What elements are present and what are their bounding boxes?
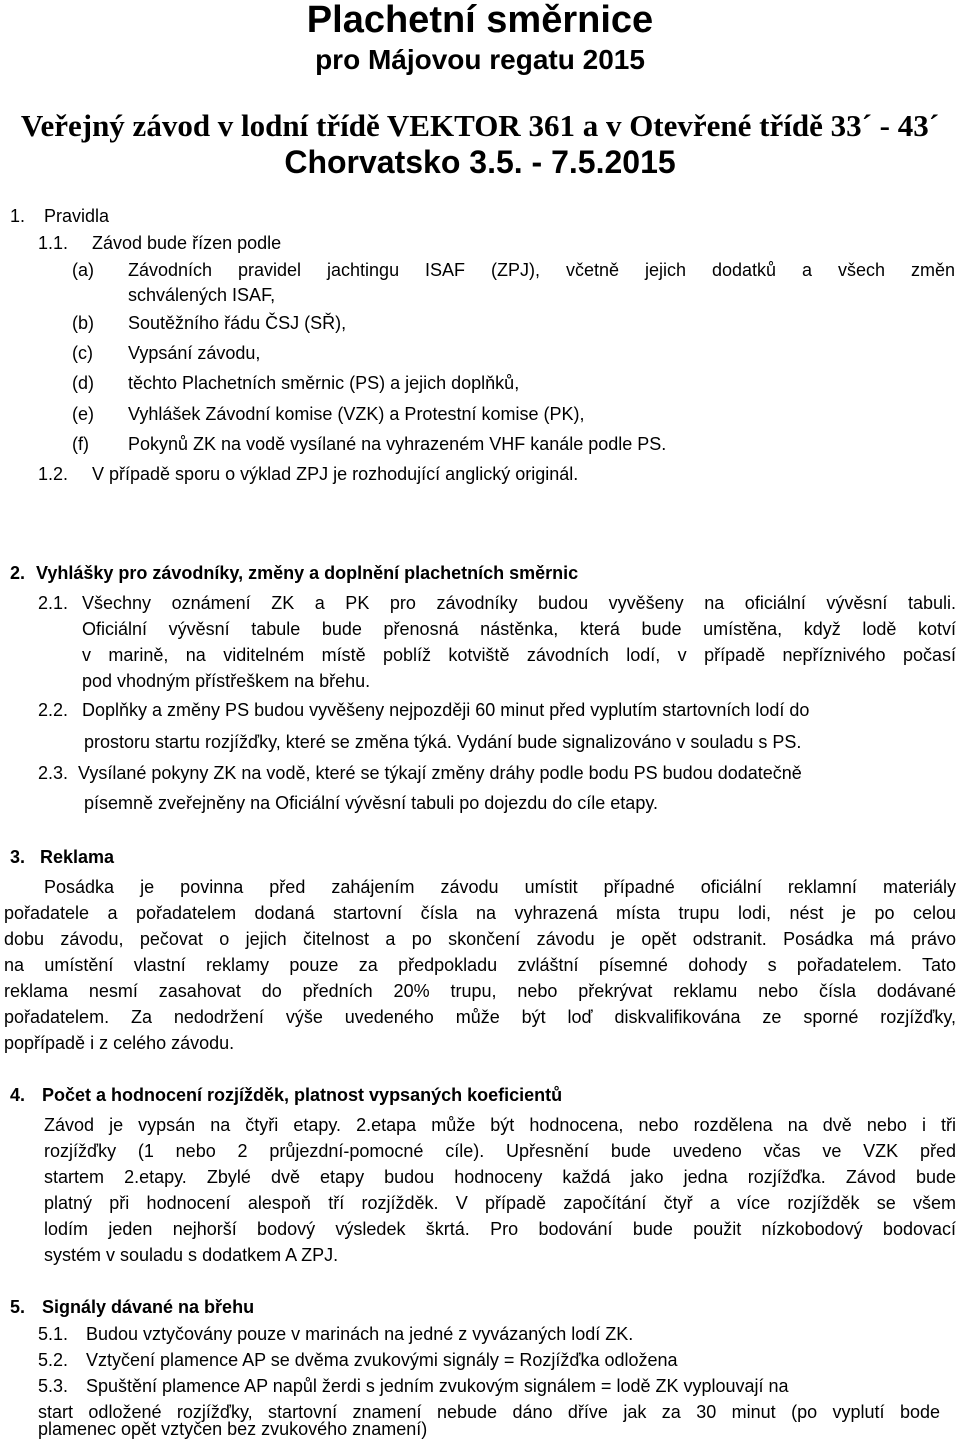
clause-text: Budou vztyčovány pouze v marinách na jedné z vyvázaných lodí ZK. (86, 1324, 634, 1344)
clause-number: 2.1. (38, 593, 69, 613)
list-item-text: Soutěžního řádu ČSJ (SŘ), (128, 313, 347, 333)
clause-text-line: v marině, na viditelném místě poblíž kotviště závodních lodí, v případě nepříznivého počasí (82, 645, 956, 665)
clause-number: 2.3. (38, 763, 69, 783)
paragraph-line: rozjížďky (1 nebo 2 průjezdní-pomocné cíle). Upřesnění bude uvedeno včas ve VZK před (44, 1141, 956, 1161)
clause-text: V případě sporu o výklad ZPJ je rozhodující anglický originál. (92, 464, 579, 484)
clause-text-line: plamenec opět vztyčen bez zvukového znamení) (38, 1419, 428, 1439)
section-number: 5. (10, 1297, 26, 1317)
section-heading: Vyhlášky pro závodníky, změny a doplnění plachetních směrnic (36, 563, 579, 583)
paragraph-line: platný při hodnocení alespoň tří rozjížděk. V případě započítání čtyř a více rozjížděk se všem (44, 1193, 956, 1213)
clause-number: 2.2. (38, 700, 69, 720)
list-item-letter: (a) (72, 260, 94, 280)
section-number: 3. (10, 847, 26, 867)
list-item-letter: (f) (72, 434, 89, 454)
paragraph-line: popřípadě i z celého závodu. (4, 1033, 235, 1053)
paragraph-line: Závod je vypsán na čtyři etapy. 2.etapa může být hodnocena, nebo rozdělena na dvě nebo i tři (44, 1115, 956, 1135)
list-item-letter: (c) (72, 343, 93, 363)
clause-text-line: prostoru startu rozjížďky, které se změna týká. Vydání bude signalizováno v souladu s PS. (84, 732, 802, 752)
list-item-text: těchto Plachetních směrnic (PS) a jejich doplňků, (128, 373, 520, 393)
list-item-letter: (e) (72, 404, 94, 424)
list-item-text: Vypsání závodu, (128, 343, 261, 363)
event-title: Veřejný závod v lodní třídě VEKTOR 361 a v Otevřené třídě 33´ - 43´ (20, 108, 940, 143)
paragraph-line: dobu závodu, pečovat o jejich čitelnost a po skončení závodu je opět odstranit. Posádka má právo (4, 929, 956, 949)
clause-text-line: pod vhodným přístřeškem na břehu. (82, 671, 371, 691)
clause-text: Vztyčení plamence AP se dvěma zvukovými signály = Rozjížďka odložena (86, 1350, 678, 1370)
clause-text-line: písemně zveřejněny na Oficiální vývěsní tabuli po dojezdu do cíle etapy. (84, 793, 658, 813)
clause-text-line: start odložené rozjížďky, startovní znamení nebude dáno dříve jak za 30 minut (po vyplutí bode (38, 1402, 940, 1422)
clause-text-line: Spuštění plamence AP napůl žerdi s jedním zvukovým signálem = lodě ZK vyplouvají na (86, 1376, 789, 1396)
section-number: 2. (10, 563, 26, 583)
paragraph-line: Posádka je povinna před zahájením závodu umístit případné oficiální reklamní materiály (44, 877, 956, 897)
clause-text-line: Doplňky a změny PS budou vyvěšeny nejpozději 60 minut před vyplutím startovních lodí do (82, 700, 810, 720)
section-number: 1. (10, 206, 26, 226)
section-heading: Reklama (40, 847, 115, 867)
paragraph-line: na umístění vlastní reklamy pouze za předpokladu zvláštní písemné dohody s pořadatelem. Tato (4, 955, 956, 975)
clause-number: 1.2. (38, 464, 69, 484)
paragraph-line: pořadatelem. Za nedodržení výše uvedeného může být loď diskvalifikována ze sporné rozjížďky, (4, 1007, 956, 1027)
event-place-date: Chorvatsko 3.5. - 7.5.2015 (284, 144, 676, 180)
list-item-letter: (b) (72, 313, 94, 333)
list-item-text: Pokynů ZK na vodě vysílané na vyhrazeném VHF kanále podle PS. (128, 434, 667, 454)
clause-text-line: Oficiální vývěsní tabule bude přenosná nástěnka, která bude umístěna, když lodě kotví (82, 619, 956, 639)
clause-text-line: Vysílané pokyny ZK na vodě, které se týkají změny dráhy podle bodu PS budou dodatečně (78, 763, 802, 783)
paragraph-line: pořadatele a pořadatelem dodaná startovní čísla na vyhrazená místa trupu lodi, nést je po celou (4, 903, 956, 923)
paragraph-line: reklama nesmí zasahovat do předních 20% trupu, nebo překrývat reklamu nebo čísla dodávané (4, 981, 956, 1001)
clause-text-line: Všechny oznámení ZK a PK pro závodníky budou vyvěšeny na oficiální vývěsní tabuli. (82, 593, 956, 613)
clause-number: 5.2. (38, 1350, 69, 1370)
clause-number: 1.1. (38, 233, 69, 253)
list-item-text: Závodních pravidel jachtingu ISAF (ZPJ), včetně jejich dodatků a všech změn (128, 260, 955, 280)
page-title: Plachetní směrnice (306, 0, 654, 41)
list-item-text-continuation: schválených ISAF, (128, 285, 276, 305)
list-item-letter: (d) (72, 373, 94, 393)
section-number: 4. (10, 1085, 26, 1105)
section-heading: Signály dávané na břehu (42, 1297, 255, 1317)
section-heading: Počet a hodnocení rozjížděk, platnost vypsaných koeficientů (42, 1085, 563, 1105)
clause-number: 5.1. (38, 1324, 69, 1344)
list-item-text: Vyhlášek Závodní komise (VZK) a Protestní komise (PK), (128, 404, 585, 424)
clause-number: 5.3. (38, 1376, 69, 1396)
page-subtitle: pro Májovou regatu 2015 (315, 44, 645, 75)
paragraph-line: systém v souladu s dodatkem A ZPJ. (44, 1245, 339, 1265)
clause-text: Závod bude řízen podle (92, 233, 282, 253)
paragraph-line: startem 2.etapy. Zbylé dvě etapy budou hodnoceny každá jako jedna rozjížďka. Závod bude (44, 1167, 956, 1187)
paragraph-line: lodím jeden nejhorší bodový výsledek škrtá. Pro bodování bude použit nízkobodový bodovací (44, 1219, 956, 1239)
section-heading: Pravidla (44, 206, 110, 226)
